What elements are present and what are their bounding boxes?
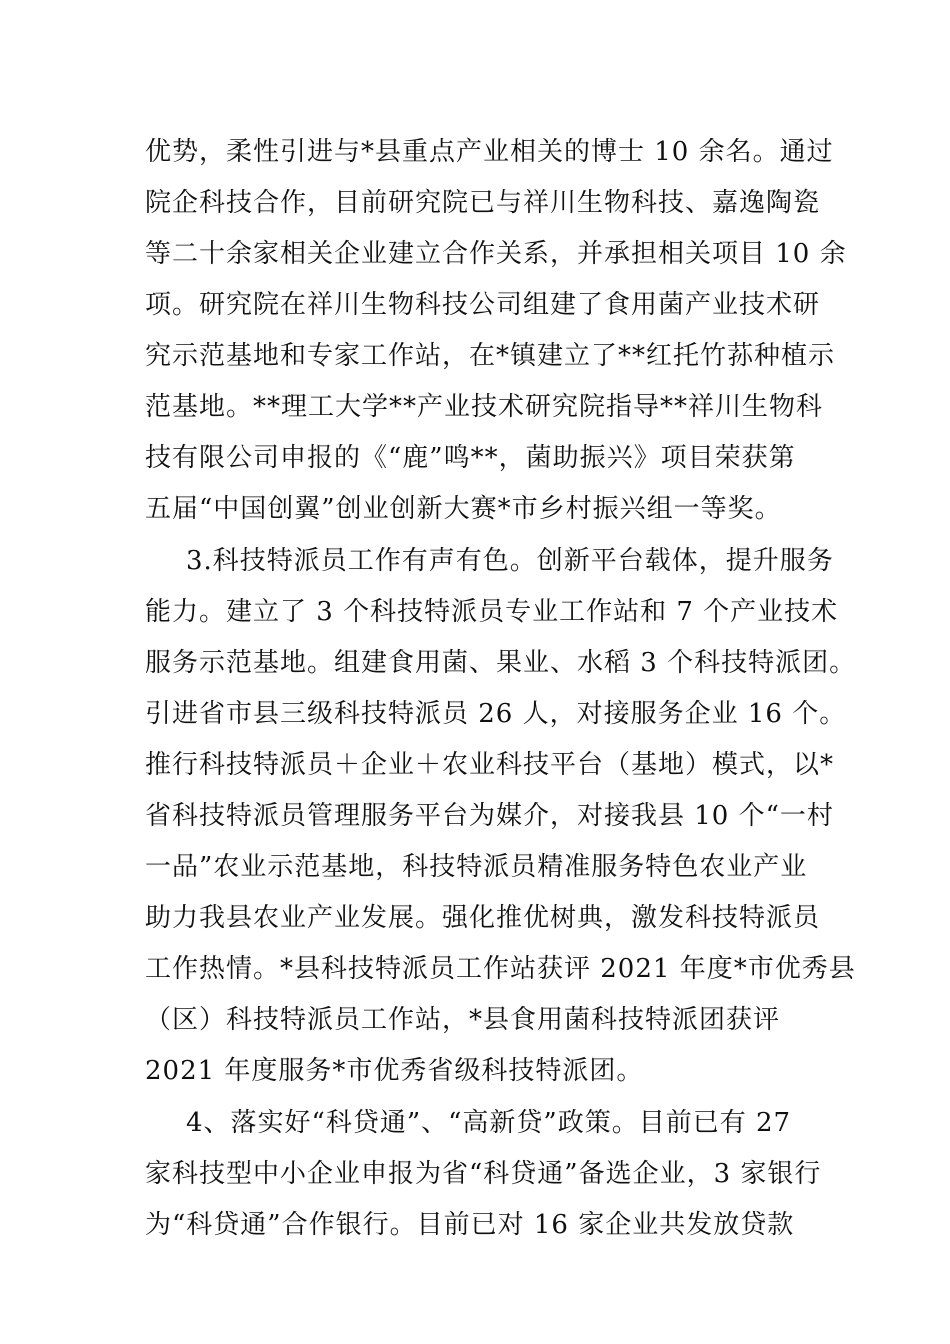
text-line: 助力我县农业产业发展。强化推优树典，激发科技特派员 — [145, 903, 821, 933]
text-line: 优势，柔性引进与*县重点产业相关的博士 10 余名。通过 — [145, 137, 834, 167]
text-line: 究示范基地和专家工作站，在*镇建立了**红托竹荪种植示 — [145, 341, 836, 371]
text-line: 五届“中国创翼”创业创新大赛*市乡村振兴组一等奖。 — [145, 494, 782, 524]
text-line: 一品”农业示范基地，科技特派员精准服务特色农业产业 — [145, 852, 808, 882]
paragraph-heading-3: 3.科技特派员工作有声有色。创新平台载体，提升服务 — [186, 546, 834, 576]
text-line: （区）科技特派员工作站，*县食用菌科技特派团获评 — [145, 1005, 781, 1035]
text-line: 2021 年度服务*市优秀省级科技特派团。 — [145, 1056, 644, 1086]
text-line: 推行科技特派员＋企业＋农业科技平台（基地）模式，以* — [145, 750, 835, 780]
text-line: 能力。建立了 3 个科技特派员专业工作站和 7 个产业技术 — [145, 597, 839, 627]
text-line: 为“科贷通”合作银行。目前已对 16 家企业共发放贷款 — [145, 1210, 795, 1240]
paragraph-heading-4: 4、落实好“科贷通”、“高新贷”政策。目前已有 27 — [186, 1108, 792, 1138]
text-line: 工作热情。*县科技特派员工作站获评 2021 年度*市优秀县 — [145, 954, 856, 984]
text-line: 等二十余家相关企业建立合作关系，并承担相关项目 10 余 — [145, 239, 847, 269]
text-line: 项。研究院在祥川生物科技公司组建了食用菌产业技术研 — [145, 290, 821, 320]
text-line: 省科技特派员管理服务平台为媒介，对接我县 10 个“一村 — [145, 801, 834, 831]
text-line: 家科技型中小企业申报为省“科贷通”备选企业，3 家银行 — [145, 1159, 822, 1189]
text-line: 院企科技合作，目前研究院已与祥川生物科技、嘉逸陶瓷 — [145, 188, 821, 218]
text-line: 范基地。**理工大学**产业技术研究院指导**祥川生物科 — [145, 392, 824, 422]
text-line: 服务示范基地。组建食用菌、果业、水稻 3 个科技特派团。 — [145, 648, 857, 678]
text-line: 技有限公司申报的《“鹿”鸣**，菌助振兴》项目荣获第 — [145, 443, 796, 473]
text-line: 引进省市县三级科技特派员 26 人，对接服务企业 16 个。 — [145, 699, 847, 729]
